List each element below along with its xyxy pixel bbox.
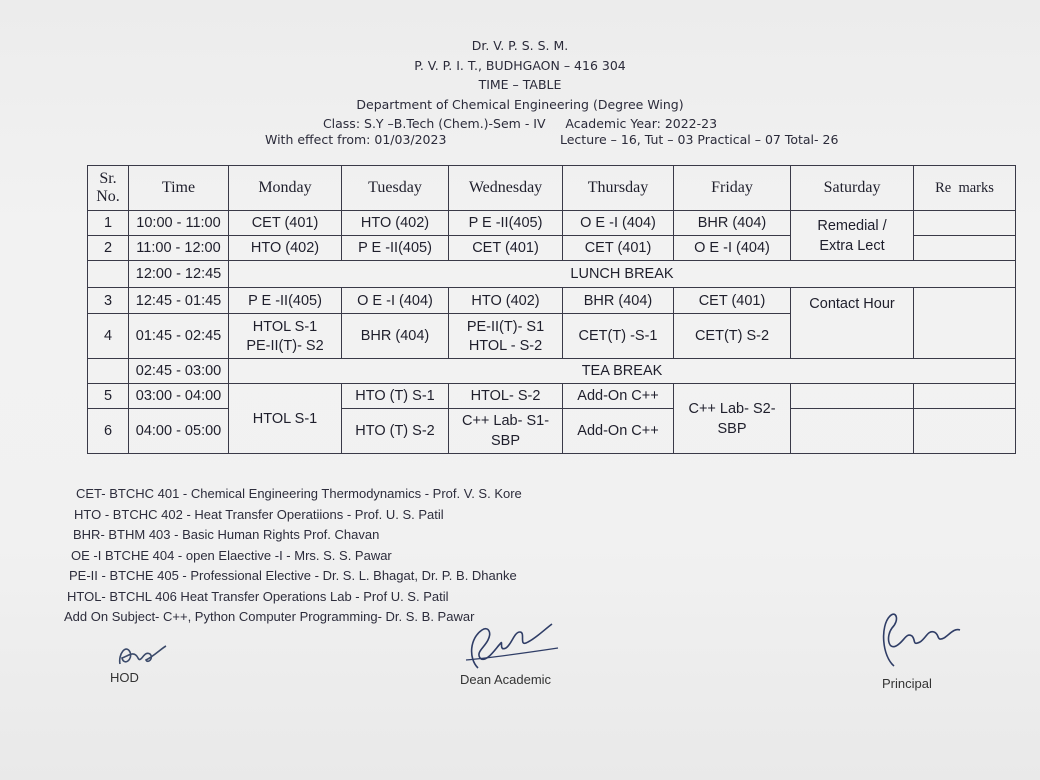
remarks-cell	[914, 236, 1016, 261]
saturday-remedial-cell: Remedial / Extra Lect	[791, 211, 914, 261]
time-cell: 02:45 - 03:00	[129, 359, 229, 384]
sr-cell	[88, 359, 129, 384]
friday-lab-cell: C++ Lab- S2- SBP	[674, 384, 791, 454]
table-row	[88, 288, 1016, 314]
principal-signature-mark	[876, 606, 976, 672]
tuesday-cell: P E -II(405)	[342, 236, 449, 261]
dean-signature	[458, 618, 568, 688]
monday-cell: P E -II(405)	[229, 288, 342, 314]
dean-label: Dean Academic	[460, 672, 552, 687]
time-cell: 10:00 - 11:00	[129, 211, 229, 236]
table-row	[88, 384, 1016, 409]
friday-cell: CET (401)	[674, 288, 791, 314]
legend-item: BHR- BTHM 403 - Basic Human Rights Prof. Chavan	[73, 527, 380, 542]
remarks-cell	[914, 384, 1016, 409]
friday-cell: O E -I (404)	[674, 236, 791, 261]
sr-cell: 1	[88, 211, 129, 236]
tuesday-cell: HTO (T) S-2	[342, 409, 449, 454]
thursday-cell: O E -I (404)	[563, 211, 674, 236]
tuesday-cell: BHR (404)	[342, 314, 449, 359]
principal-label: Principal	[882, 676, 932, 691]
principal-signature	[876, 606, 976, 692]
hod-signature	[108, 636, 188, 686]
time-cell: 04:00 - 05:00	[129, 409, 229, 454]
legend-item: Add On Subject- C++, Python Computer Programming- Dr. S. B. Pawar	[64, 609, 475, 624]
sr-cell: 6	[88, 409, 129, 454]
lecture-summary: Lecture – 16, Tut – 03 Practical – 07 Total- 26	[560, 132, 839, 147]
department-name: Department of Chemical Engineering (Degree Wing)	[356, 96, 684, 112]
college-name: P. V. P. I. T., BUDHGAON – 416 304	[414, 57, 626, 73]
header-sr: Sr. No.	[88, 166, 129, 211]
monday-cell: CET (401)	[229, 211, 342, 236]
remarks-cell	[914, 409, 1016, 454]
table-header-row	[88, 166, 1016, 211]
wednesday-cell: C++ Lab- S1- SBP	[449, 409, 563, 454]
lunch-row	[88, 261, 1016, 288]
wednesday-cell: HTO (402)	[449, 288, 563, 314]
monday-cell: HTO (402)	[229, 236, 342, 261]
header-monday: Monday	[229, 166, 342, 211]
timetable	[87, 165, 1016, 454]
sr-cell: 5	[88, 384, 129, 409]
time-cell: 11:00 - 12:00	[129, 236, 229, 261]
thursday-cell: Add-On C++	[563, 384, 674, 409]
effective-date: With effect from: 01/03/2023	[265, 132, 447, 147]
remarks-cell	[914, 288, 1016, 359]
remarks-cell	[914, 211, 1016, 236]
monday-cell: HTOL S-1 PE-II(T)- S2	[229, 314, 342, 359]
table-row	[88, 211, 1016, 236]
class-line: Class: S.Y –B.Tech (Chem.)-Sem - IV Academic Year: 2022-23	[322, 116, 718, 131]
friday-cell: CET(T) S-2	[674, 314, 791, 359]
tuesday-cell: HTO (T) S-1	[342, 384, 449, 409]
header-wednesday: Wednesday	[449, 166, 563, 211]
wednesday-cell: PE-II(T)- S1 HTOL - S-2	[449, 314, 563, 359]
wednesday-cell: CET (401)	[449, 236, 563, 261]
tea-row	[88, 359, 1016, 384]
thursday-cell: BHR (404)	[563, 288, 674, 314]
friday-cell: BHR (404)	[674, 211, 791, 236]
document-title: TIME – TABLE	[478, 77, 562, 92]
tea-break-cell: TEA BREAK	[229, 359, 1016, 384]
time-cell: 01:45 - 02:45	[129, 314, 229, 359]
time-cell: 03:00 - 04:00	[129, 384, 229, 409]
header-tuesday: Tuesday	[342, 166, 449, 211]
subject-legend	[64, 484, 522, 628]
thursday-cell: Add-On C++	[563, 409, 674, 454]
legend-item: PE-II - BTCHE 405 - Professional Elective - Dr. S. L. Bhagat, Dr. P. B. Dhanke	[69, 568, 517, 583]
header-friday: Friday	[674, 166, 791, 211]
header-thursday: Thursday	[563, 166, 674, 211]
monday-lab-cell: HTOL S-1	[229, 384, 342, 454]
header-saturday: Saturday	[791, 166, 914, 211]
time-cell: 12:00 - 12:45	[129, 261, 229, 288]
header-remarks: Re marks	[914, 166, 1016, 211]
sr-cell: 3	[88, 288, 129, 314]
sr-cell: 4	[88, 314, 129, 359]
institute-name: Dr. V. P. S. S. M.	[471, 38, 569, 53]
tuesday-cell: O E -I (404)	[342, 288, 449, 314]
hod-label: HOD	[110, 670, 139, 685]
saturday-cell	[791, 384, 914, 409]
thursday-cell: CET(T) -S-1	[563, 314, 674, 359]
wednesday-cell: HTOL- S-2	[449, 384, 563, 409]
legend-item: OE -I BTCHE 404 - open Elaective -I - Mrs. S. S. Pawar	[71, 547, 392, 563]
tuesday-cell: HTO (402)	[342, 211, 449, 236]
thursday-cell: CET (401)	[563, 236, 674, 261]
document-header	[0, 36, 1040, 134]
sr-cell	[88, 261, 129, 288]
dean-signature-mark	[458, 618, 568, 678]
wednesday-cell: P E -II(405)	[449, 211, 563, 236]
header-time: Time	[129, 166, 229, 211]
legend-item: HTOL- BTCHL 406 Heat Transfer Operations Lab - Prof U. S. Patil	[67, 588, 449, 604]
saturday-contact-cell: Contact Hour	[791, 288, 914, 359]
legend-item: HTO - BTCHC 402 - Heat Transfer Operatiions - Prof. U. S. Patil	[74, 506, 444, 522]
lunch-break-cell: LUNCH BREAK	[229, 261, 1016, 288]
legend-item: CET- BTCHC 401 - Chemical Engineering Thermodynamics - Prof. V. S. Kore	[76, 486, 522, 501]
table-row	[88, 409, 1016, 454]
saturday-cell	[791, 409, 914, 454]
time-cell: 12:45 - 01:45	[129, 288, 229, 314]
hod-signature-mark	[108, 636, 188, 670]
sr-cell: 2	[88, 236, 129, 261]
